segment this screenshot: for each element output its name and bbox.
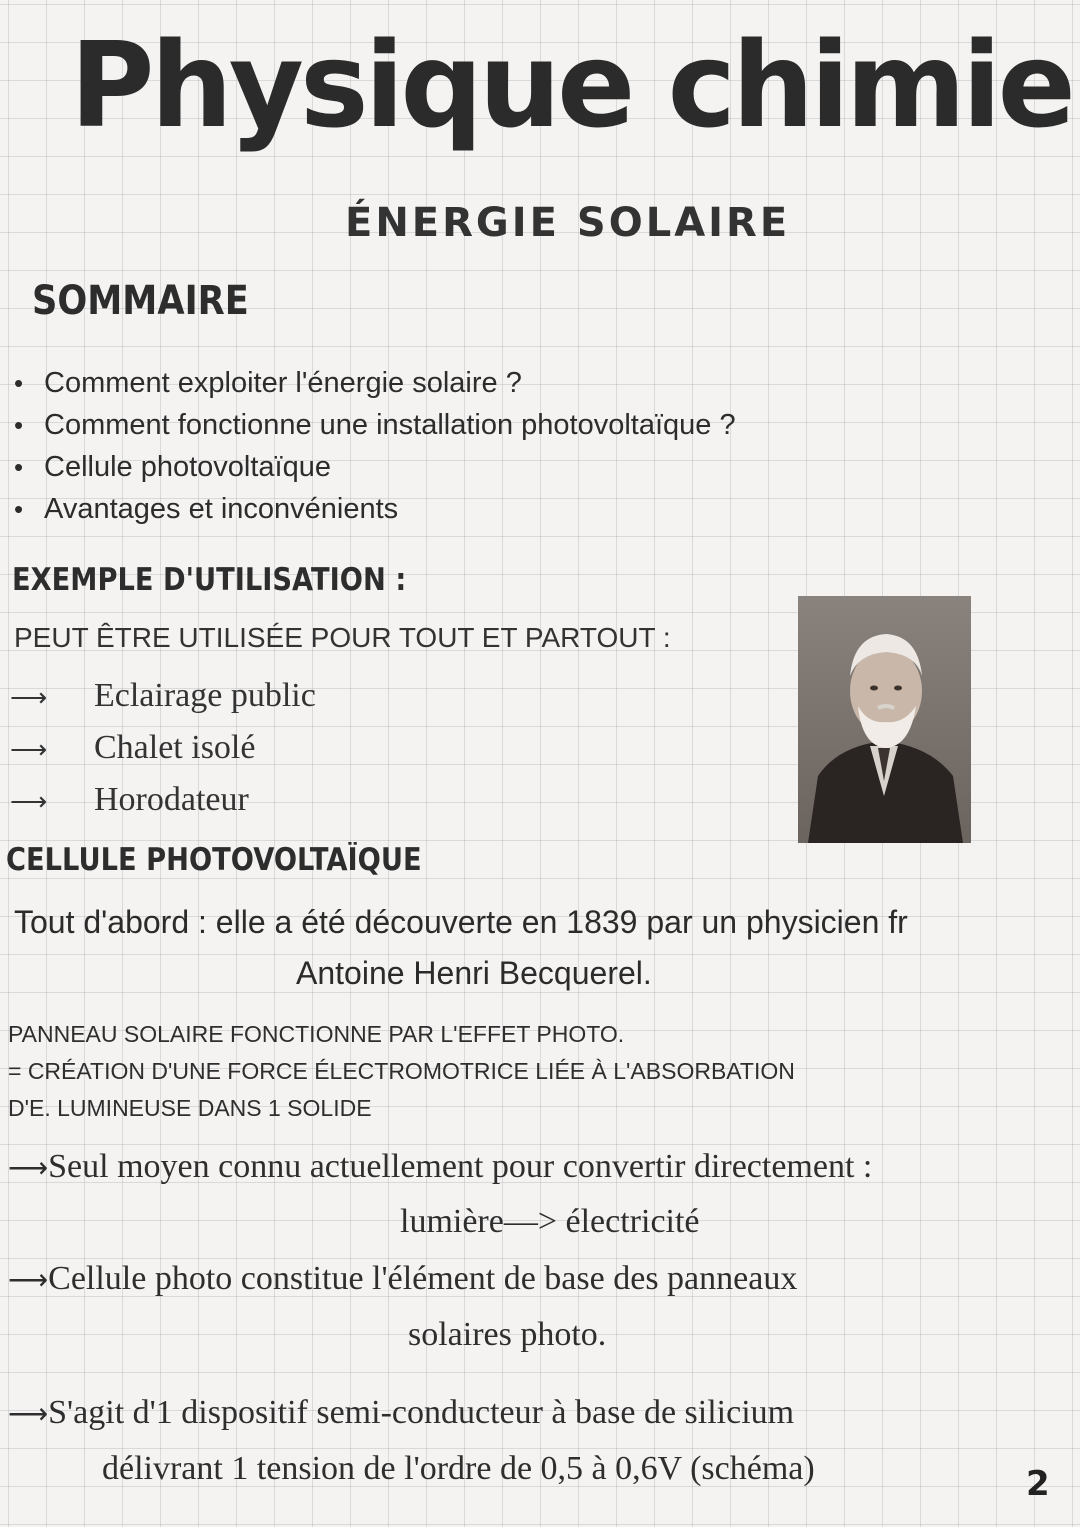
bullet-icon: • — [14, 410, 24, 440]
note-seul-moyen: ⟶Seul moyen connu actuellement pour convertir directement : — [8, 1148, 873, 1185]
becquerel-portrait — [798, 596, 971, 843]
page-subtitle: ÉNERGIE SOLAIRE — [345, 200, 791, 246]
physicist-name: Antoine Henri Becquerel. — [296, 955, 652, 991]
sommaire-heading: SOMMAIRE — [32, 278, 249, 324]
bullet-icon: • — [14, 368, 24, 398]
list-item: ⟶ Eclairage public — [10, 670, 316, 722]
note-cellule-photo: ⟶Cellule photo constitue l'élément de base des panneaux — [8, 1260, 798, 1297]
list-item: • Comment exploiter l'énergie solaire ? — [14, 362, 736, 404]
page-number: 2 — [1026, 1464, 1050, 1504]
definition-line: PANNEAU SOLAIRE FONCTIONNE PAR L'EFFET PHOTO. — [8, 1021, 625, 1047]
note-lumiere-electricite: lumière—> électricité — [400, 1203, 700, 1240]
bullet-icon: • — [14, 452, 24, 482]
list-item: • Cellule photovoltaïque — [14, 446, 736, 488]
definition-line: = CRÉATION D'UNE FORCE ÉLECTROMOTRICE LIÉE À L'ABSORBATION — [8, 1058, 795, 1084]
arrow-icon: ⟶ — [8, 1153, 49, 1184]
list-item: ⟶ Horodateur — [10, 774, 316, 826]
arrow-icon: ⟶ — [10, 683, 48, 712]
list-item: • Avantages et inconvénients — [14, 488, 736, 530]
arrow-icon: ⟶ — [8, 1265, 49, 1296]
bullet-icon: • — [14, 494, 24, 524]
note-semi-conducteur: ⟶S'agit d'1 dispositif semi-conducteur à base de silicium — [8, 1394, 795, 1431]
note-tension: délivrant 1 tension de l'ordre de 0,5 à 0,6V (schéma) — [102, 1450, 815, 1487]
note-solaires-photo: solaires photo. — [408, 1316, 607, 1353]
list-item: ⟶ Chalet isolé — [10, 722, 316, 774]
exemple-heading: EXEMPLE D'UTILISATION : — [12, 562, 407, 598]
effet-photo-definition — [8, 1016, 795, 1127]
arrow-icon: ⟶ — [10, 787, 48, 816]
page-title: Physique chimie — [70, 16, 1072, 154]
exemple-intro: PEUT ÊTRE UTILISÉE POUR TOUT ET PARTOUT : — [14, 622, 671, 653]
cellule-heading: CELLULE PHOTOVOLTAÏQUE — [6, 842, 422, 878]
list-item: • Comment fonctionne une installation photovoltaïque ? — [14, 404, 736, 446]
exemple-list — [10, 670, 316, 826]
sommaire-list — [14, 362, 736, 530]
definition-line: D'E. LUMINEUSE DANS 1 SOLIDE — [8, 1095, 372, 1121]
discovery-line: Tout d'abord : elle a été découverte en 1839 par un physicien fr — [14, 904, 908, 940]
arrow-icon: ⟶ — [10, 735, 48, 764]
arrow-icon: ⟶ — [8, 1399, 49, 1430]
